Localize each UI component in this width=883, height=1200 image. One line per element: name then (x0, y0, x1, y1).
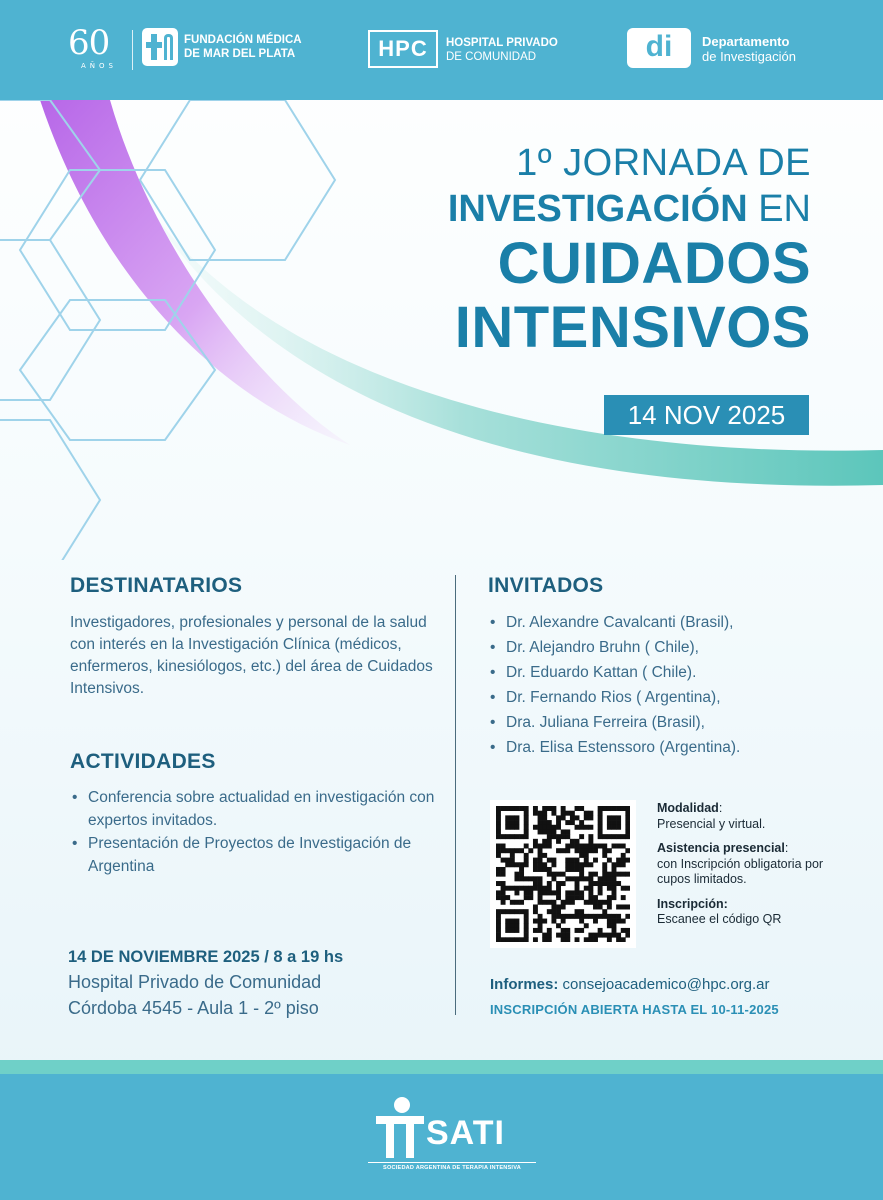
event-date-badge: 14 NOV 2025 (604, 395, 809, 435)
list-item: • Dr. Alexandre Cavalcanti (Brasil), (488, 610, 828, 635)
list-item: • Dr. Eduardo Kattan ( Chile). (488, 660, 828, 685)
invitados-list (488, 610, 828, 760)
di-line1: Departamento (702, 34, 790, 49)
title-line1: 1º JORNADA DE (516, 142, 811, 184)
asistencia-label: Asistencia presencial (657, 841, 785, 855)
anniversary-number: 60 (68, 23, 110, 63)
list-item: • Dr. Alejandro Bruhn ( Chile), (488, 635, 828, 660)
modalidad-block (657, 801, 832, 832)
header-divider (132, 30, 133, 70)
event-title (448, 140, 811, 360)
actividades-list (70, 786, 435, 878)
registration-info (657, 801, 832, 937)
informes-line (490, 976, 770, 993)
asistencia-value: con Inscripción obligatoria por cupos limitados. (657, 856, 824, 886)
di-name (702, 34, 796, 64)
modalidad-label: Modalidad (657, 801, 719, 815)
anniversary-sub: AÑOS (81, 62, 117, 70)
foundation-name (184, 33, 302, 61)
informes-label: Informes: (490, 976, 559, 993)
event-date-time: 14 DE NOVIEMBRE 2025 / 8 a 19 hs (68, 948, 344, 966)
sati-name: SATI (426, 1114, 505, 1152)
destinatarios-text: Investigadores, profesionales y personal de la salud con interés en la Investigación Clínica (médicos, enfermeros, kinesiólogos, etc.) del área de Cuidados Intensivos. (70, 614, 433, 697)
inscripcion-value: Escanee el código QR (657, 912, 782, 926)
sati-mark-icon (372, 1096, 428, 1160)
event-details (68, 945, 448, 1021)
foundation-line1: FUNDACIÓN MÉDICA (184, 34, 302, 46)
list-item: • Dra. Elisa Estenssoro (Argentina). (488, 735, 828, 760)
title-line2-bold: INVESTIGACIÓN (447, 188, 748, 230)
footer-stripe (0, 1060, 883, 1074)
title-line3: CUIDADOS (497, 231, 811, 296)
title-line2-rest: EN (747, 188, 811, 230)
hpc-logo (368, 30, 438, 68)
informes-email[interactable]: consejoacademico@hpc.org.ar (558, 976, 770, 993)
inscripcion-block (657, 897, 832, 928)
hpc-name (446, 36, 558, 64)
hpc-line1: HOSPITAL PRIVADO (446, 37, 558, 49)
modalidad-value: Presencial y virtual. (657, 816, 766, 831)
qr-code-icon[interactable] (490, 800, 636, 948)
anniversary-logo (68, 23, 130, 70)
di-line2: de Investigación (702, 49, 796, 64)
header-bar (0, 0, 883, 100)
destinatarios-heading: DESTINATARIOS (70, 574, 243, 597)
right-column (488, 572, 828, 760)
event-address: Córdoba 4545 - Aula 1 - 2º piso (68, 998, 319, 1018)
list-item: • Conferencia sobre actualidad en investigación con expertos invitados. (70, 786, 435, 832)
column-divider (455, 575, 456, 1015)
asistencia-block (657, 841, 832, 888)
modalidad-colon: : (718, 801, 723, 815)
inscripcion-label: Inscripción: (657, 896, 728, 911)
hpc-line2: DE COMUNIDAD (446, 51, 537, 63)
hpc-mark-text: HPC (378, 36, 428, 61)
qr-code-graphic (496, 806, 630, 942)
sati-full-name: SOCIEDAD ARGENTINA DE TERAPIA INTENSIVA (368, 1162, 536, 1171)
invitados-heading: INVITADOS (488, 574, 604, 597)
foundation-line2: DE MAR DEL PLATA (184, 48, 296, 60)
list-item: • Dra. Juliana Ferreira (Brasil), (488, 710, 828, 735)
di-logo (627, 28, 691, 68)
title-line4: INTENSIVOS (454, 295, 811, 360)
foundation-logo-icon (142, 28, 178, 66)
list-item: • Dr. Fernando Rios ( Argentina), (488, 685, 828, 710)
actividades-heading: ACTIVIDADES (70, 750, 216, 773)
registration-deadline: INSCRIPCIÓN ABIERTA HASTA EL 10-11-2025 (490, 1002, 779, 1017)
event-place: Hospital Privado de Comunidad (68, 972, 322, 992)
sati-logo (368, 1096, 538, 1174)
title-line2 (448, 186, 811, 232)
asistencia-colon: : (784, 841, 789, 855)
left-column (70, 572, 435, 878)
di-mark-text: di (645, 30, 673, 63)
list-item: • Presentación de Proyectos de Investigación de Argentina (70, 832, 435, 878)
